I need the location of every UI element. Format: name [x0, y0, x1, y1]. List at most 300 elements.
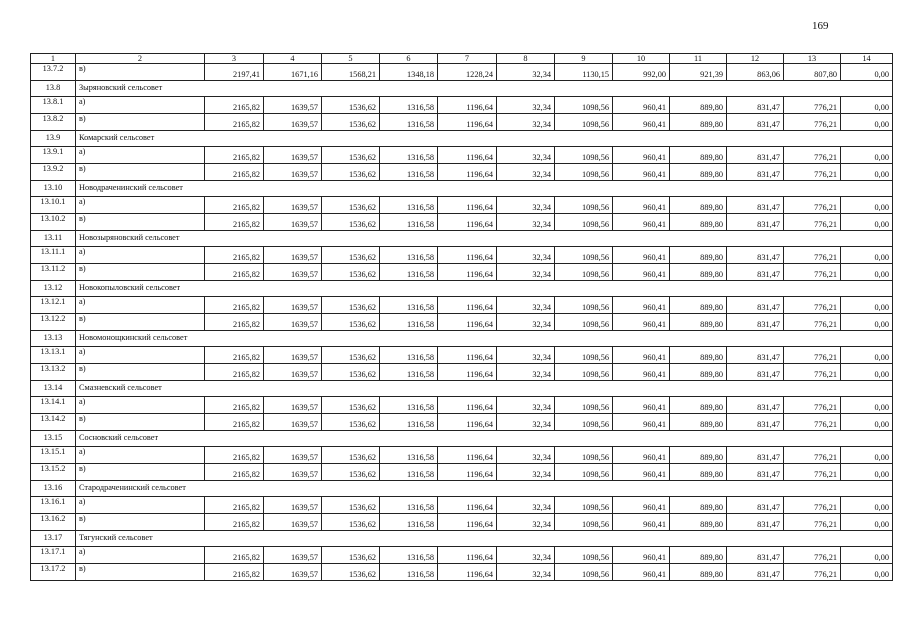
value-cell: 776,21	[784, 197, 841, 214]
row-label: а)	[76, 497, 205, 514]
value-cell: 776,21	[784, 297, 841, 314]
table-row	[31, 247, 893, 264]
value-cell: 889,80	[670, 297, 727, 314]
row-code: 13.14.2	[31, 414, 76, 431]
value-cell: 889,80	[670, 447, 727, 464]
row-code: 13.8.1	[31, 97, 76, 114]
value-cell: 776,21	[784, 414, 841, 431]
section-row	[31, 281, 893, 297]
value-cell: 1196,64	[438, 147, 497, 164]
value-cell: 1098,56	[555, 147, 613, 164]
value-cell: 32,34	[497, 514, 555, 531]
value-cell: 32,34	[497, 364, 555, 381]
value-cell: 960,41	[613, 314, 670, 331]
value-cell: 1098,56	[555, 514, 613, 531]
value-cell: 889,80	[670, 347, 727, 364]
value-cell: 960,41	[613, 464, 670, 481]
value-cell: 2165,82	[205, 214, 264, 231]
value-cell: 0,00	[841, 97, 893, 114]
value-cell: 1639,57	[264, 297, 322, 314]
value-cell: 0,00	[841, 447, 893, 464]
value-cell: 1316,58	[380, 147, 438, 164]
value-cell: 1196,64	[438, 97, 497, 114]
value-cell: 831,47	[727, 364, 784, 381]
value-cell: 0,00	[841, 497, 893, 514]
value-cell: 1639,57	[264, 564, 322, 581]
value-cell: 0,00	[841, 364, 893, 381]
value-cell: 1196,64	[438, 164, 497, 181]
value-cell: 1348,18	[380, 64, 438, 81]
section-row	[31, 131, 893, 147]
column-number-cell: 5	[322, 54, 380, 64]
value-cell: 889,80	[670, 147, 727, 164]
table-body	[31, 54, 893, 581]
row-code: 13.17.1	[31, 547, 76, 564]
value-cell: 1098,56	[555, 497, 613, 514]
value-cell: 2165,82	[205, 414, 264, 431]
value-cell: 0,00	[841, 314, 893, 331]
row-label: в)	[76, 314, 205, 331]
value-cell: 1196,64	[438, 347, 497, 364]
row-label: в)	[76, 214, 205, 231]
section-row	[31, 231, 893, 247]
value-cell: 1639,57	[264, 514, 322, 531]
row-label: а)	[76, 147, 205, 164]
value-cell: 2165,82	[205, 564, 264, 581]
column-number-cell: 3	[205, 54, 264, 64]
value-cell: 0,00	[841, 547, 893, 564]
row-label: в)	[76, 514, 205, 531]
value-cell: 960,41	[613, 447, 670, 464]
table-row	[31, 347, 893, 364]
value-cell: 1196,64	[438, 464, 497, 481]
row-code: 13.9	[31, 131, 76, 147]
value-cell: 0,00	[841, 397, 893, 414]
value-cell: 1316,58	[380, 197, 438, 214]
value-cell: 0,00	[841, 214, 893, 231]
value-cell: 960,41	[613, 364, 670, 381]
value-cell: 889,80	[670, 414, 727, 431]
value-cell: 831,47	[727, 314, 784, 331]
value-cell: 960,41	[613, 564, 670, 581]
value-cell: 32,34	[497, 547, 555, 564]
value-cell: 776,21	[784, 464, 841, 481]
column-number-cell: 11	[670, 54, 727, 64]
value-cell: 2165,82	[205, 464, 264, 481]
value-cell: 2165,82	[205, 164, 264, 181]
value-cell: 0,00	[841, 164, 893, 181]
value-cell: 1536,62	[322, 397, 380, 414]
value-cell: 776,21	[784, 214, 841, 231]
value-cell: 1639,57	[264, 347, 322, 364]
value-cell: 831,47	[727, 114, 784, 131]
value-cell: 2165,82	[205, 397, 264, 414]
row-label: в)	[76, 464, 205, 481]
value-cell: 1536,62	[322, 214, 380, 231]
value-cell: 32,34	[497, 464, 555, 481]
value-cell: 1536,62	[322, 247, 380, 264]
value-cell: 992,00	[613, 64, 670, 81]
value-cell: 2165,82	[205, 197, 264, 214]
row-label: а)	[76, 547, 205, 564]
value-cell: 1098,56	[555, 447, 613, 464]
value-cell: 1098,56	[555, 564, 613, 581]
value-cell: 831,47	[727, 97, 784, 114]
value-cell: 1196,64	[438, 547, 497, 564]
value-cell: 1536,62	[322, 97, 380, 114]
value-cell: 776,21	[784, 547, 841, 564]
value-cell: 32,34	[497, 197, 555, 214]
value-cell: 1639,57	[264, 247, 322, 264]
value-cell: 960,41	[613, 197, 670, 214]
row-code: 13.13.2	[31, 364, 76, 381]
value-cell: 0,00	[841, 147, 893, 164]
section-row	[31, 181, 893, 197]
value-cell: 2197,41	[205, 64, 264, 81]
table-row	[31, 264, 893, 281]
value-cell: 1639,57	[264, 464, 322, 481]
value-cell: 831,47	[727, 147, 784, 164]
value-cell: 1536,62	[322, 264, 380, 281]
value-cell: 1536,62	[322, 447, 380, 464]
value-cell: 889,80	[670, 264, 727, 281]
value-cell: 1639,57	[264, 147, 322, 164]
value-cell: 1639,57	[264, 164, 322, 181]
value-cell: 32,34	[497, 64, 555, 81]
section-row	[31, 381, 893, 397]
section-title: Зыряновский сельсовет	[76, 81, 893, 97]
table-row	[31, 397, 893, 414]
value-cell: 1228,24	[438, 64, 497, 81]
row-label: а)	[76, 97, 205, 114]
value-cell: 1536,62	[322, 464, 380, 481]
value-cell: 776,21	[784, 497, 841, 514]
value-cell: 1196,64	[438, 297, 497, 314]
value-cell: 1098,56	[555, 297, 613, 314]
column-number-cell: 8	[497, 54, 555, 64]
row-code: 13.9.1	[31, 147, 76, 164]
row-code: 13.9.2	[31, 164, 76, 181]
value-cell: 1098,56	[555, 247, 613, 264]
table-row	[31, 447, 893, 464]
table-row	[31, 314, 893, 331]
value-cell: 1536,62	[322, 547, 380, 564]
value-cell: 1639,57	[264, 114, 322, 131]
value-cell: 1196,64	[438, 514, 497, 531]
table-row	[31, 547, 893, 564]
value-cell: 1316,58	[380, 464, 438, 481]
value-cell: 831,47	[727, 164, 784, 181]
table-row	[31, 197, 893, 214]
value-cell: 863,06	[727, 64, 784, 81]
value-cell: 1316,58	[380, 547, 438, 564]
value-cell: 889,80	[670, 464, 727, 481]
value-cell: 0,00	[841, 347, 893, 364]
value-cell: 776,21	[784, 397, 841, 414]
value-cell: 1316,58	[380, 297, 438, 314]
value-cell: 889,80	[670, 97, 727, 114]
value-cell: 831,47	[727, 264, 784, 281]
column-number-cell: 14	[841, 54, 893, 64]
tariff-table	[30, 53, 893, 581]
section-row	[31, 481, 893, 497]
value-cell: 921,39	[670, 64, 727, 81]
value-cell: 776,21	[784, 314, 841, 331]
value-cell: 889,80	[670, 164, 727, 181]
value-cell: 889,80	[670, 214, 727, 231]
value-cell: 0,00	[841, 464, 893, 481]
row-code: 13.11.1	[31, 247, 76, 264]
value-cell: 1098,56	[555, 364, 613, 381]
table-row	[31, 514, 893, 531]
value-cell: 1639,57	[264, 414, 322, 431]
value-cell: 776,21	[784, 247, 841, 264]
value-cell: 1536,62	[322, 197, 380, 214]
value-cell: 32,34	[497, 214, 555, 231]
row-label: в)	[76, 414, 205, 431]
value-cell: 1196,64	[438, 247, 497, 264]
section-title: Тягунский сельсовет	[76, 531, 893, 547]
value-cell: 1639,57	[264, 547, 322, 564]
row-code: 13.7.2	[31, 64, 76, 81]
value-cell: 0,00	[841, 264, 893, 281]
row-label: а)	[76, 347, 205, 364]
table-row	[31, 364, 893, 381]
section-title: Новозыряновский сельсовет	[76, 231, 893, 247]
value-cell: 0,00	[841, 114, 893, 131]
table-row	[31, 114, 893, 131]
value-cell: 32,34	[497, 264, 555, 281]
column-number-cell: 7	[438, 54, 497, 64]
row-code: 13.15	[31, 431, 76, 447]
value-cell: 960,41	[613, 264, 670, 281]
value-cell: 2165,82	[205, 347, 264, 364]
value-cell: 2165,82	[205, 447, 264, 464]
value-cell: 1536,62	[322, 297, 380, 314]
value-cell: 2165,82	[205, 547, 264, 564]
value-cell: 1568,21	[322, 64, 380, 81]
value-cell: 1536,62	[322, 514, 380, 531]
value-cell: 32,34	[497, 347, 555, 364]
column-number-cell: 1	[31, 54, 76, 64]
row-label: в)	[76, 114, 205, 131]
column-number-header-row	[31, 54, 893, 64]
value-cell: 831,47	[727, 414, 784, 431]
value-cell: 960,41	[613, 247, 670, 264]
value-cell: 0,00	[841, 297, 893, 314]
row-code: 13.12.2	[31, 314, 76, 331]
value-cell: 1639,57	[264, 264, 322, 281]
row-label: а)	[76, 197, 205, 214]
value-cell: 32,34	[497, 147, 555, 164]
value-cell: 960,41	[613, 214, 670, 231]
section-title: Новомонощкинский сельсовет	[76, 331, 893, 347]
value-cell: 32,34	[497, 297, 555, 314]
value-cell: 0,00	[841, 514, 893, 531]
value-cell: 1316,58	[380, 247, 438, 264]
value-cell: 1098,56	[555, 414, 613, 431]
value-cell: 32,34	[497, 247, 555, 264]
value-cell: 32,34	[497, 164, 555, 181]
column-number-cell: 2	[76, 54, 205, 64]
value-cell: 831,47	[727, 397, 784, 414]
value-cell: 831,47	[727, 197, 784, 214]
value-cell: 831,47	[727, 247, 784, 264]
value-cell: 1639,57	[264, 364, 322, 381]
row-code: 13.13.1	[31, 347, 76, 364]
value-cell: 1536,62	[322, 314, 380, 331]
value-cell: 960,41	[613, 414, 670, 431]
row-code: 13.10.1	[31, 197, 76, 214]
section-title: Новодраченинский сельсовет	[76, 181, 893, 197]
value-cell: 0,00	[841, 64, 893, 81]
value-cell: 831,47	[727, 447, 784, 464]
value-cell: 831,47	[727, 497, 784, 514]
value-cell: 1098,56	[555, 547, 613, 564]
value-cell: 1316,58	[380, 447, 438, 464]
value-cell: 960,41	[613, 547, 670, 564]
table-row	[31, 414, 893, 431]
value-cell: 32,34	[497, 97, 555, 114]
row-code: 13.16.1	[31, 497, 76, 514]
table-row	[31, 214, 893, 231]
value-cell: 1098,56	[555, 347, 613, 364]
value-cell: 1196,64	[438, 197, 497, 214]
value-cell: 2165,82	[205, 264, 264, 281]
column-number-cell: 4	[264, 54, 322, 64]
value-cell: 960,41	[613, 97, 670, 114]
value-cell: 2165,82	[205, 314, 264, 331]
row-code: 13.16.2	[31, 514, 76, 531]
value-cell: 1196,64	[438, 497, 497, 514]
value-cell: 960,41	[613, 397, 670, 414]
value-cell: 960,41	[613, 114, 670, 131]
column-number-cell: 13	[784, 54, 841, 64]
section-title: Новокопыловский сельсовет	[76, 281, 893, 297]
value-cell: 1316,58	[380, 164, 438, 181]
value-cell: 1639,57	[264, 197, 322, 214]
value-cell: 1098,56	[555, 214, 613, 231]
value-cell: 1316,58	[380, 564, 438, 581]
value-cell: 1536,62	[322, 497, 380, 514]
value-cell: 1536,62	[322, 347, 380, 364]
value-cell: 1098,56	[555, 397, 613, 414]
value-cell: 32,34	[497, 447, 555, 464]
value-cell: 1316,58	[380, 314, 438, 331]
row-label: а)	[76, 397, 205, 414]
value-cell: 807,80	[784, 64, 841, 81]
value-cell: 1098,56	[555, 264, 613, 281]
row-code: 13.15.1	[31, 447, 76, 464]
value-cell: 1196,64	[438, 214, 497, 231]
value-cell: 1536,62	[322, 114, 380, 131]
table-row	[31, 64, 893, 81]
value-cell: 1196,64	[438, 314, 497, 331]
value-cell: 1536,62	[322, 564, 380, 581]
value-cell: 1098,56	[555, 164, 613, 181]
value-cell: 0,00	[841, 247, 893, 264]
row-code: 13.14	[31, 381, 76, 397]
value-cell: 1639,57	[264, 97, 322, 114]
section-row	[31, 331, 893, 347]
row-code: 13.10	[31, 181, 76, 197]
value-cell: 2165,82	[205, 297, 264, 314]
section-title: Смазневский сельсовет	[76, 381, 893, 397]
value-cell: 1098,56	[555, 464, 613, 481]
value-cell: 1098,56	[555, 314, 613, 331]
row-code: 13.17	[31, 531, 76, 547]
value-cell: 1536,62	[322, 414, 380, 431]
value-cell: 2165,82	[205, 247, 264, 264]
value-cell: 1316,58	[380, 214, 438, 231]
value-cell: 1639,57	[264, 497, 322, 514]
column-number-cell: 12	[727, 54, 784, 64]
value-cell: 889,80	[670, 497, 727, 514]
row-code: 13.17.2	[31, 564, 76, 581]
value-cell: 32,34	[497, 564, 555, 581]
page-number: 169	[812, 20, 829, 32]
table-row	[31, 497, 893, 514]
value-cell: 776,21	[784, 447, 841, 464]
table-row	[31, 464, 893, 481]
value-cell: 831,47	[727, 347, 784, 364]
value-cell: 32,34	[497, 397, 555, 414]
value-cell: 831,47	[727, 214, 784, 231]
value-cell: 1196,64	[438, 414, 497, 431]
value-cell: 776,21	[784, 164, 841, 181]
value-cell: 1536,62	[322, 164, 380, 181]
row-code: 13.10.2	[31, 214, 76, 231]
value-cell: 831,47	[727, 547, 784, 564]
value-cell: 831,47	[727, 464, 784, 481]
value-cell: 776,21	[784, 514, 841, 531]
value-cell: 776,21	[784, 147, 841, 164]
row-code: 13.16	[31, 481, 76, 497]
value-cell: 1316,58	[380, 347, 438, 364]
value-cell: 2165,82	[205, 97, 264, 114]
section-title: Сосновский сельсовет	[76, 431, 893, 447]
value-cell: 831,47	[727, 564, 784, 581]
row-code: 13.8.2	[31, 114, 76, 131]
section-title: Комарский сельсовет	[76, 131, 893, 147]
value-cell: 960,41	[613, 147, 670, 164]
value-cell: 1316,58	[380, 364, 438, 381]
value-cell: 1316,58	[380, 497, 438, 514]
value-cell: 1639,57	[264, 397, 322, 414]
value-cell: 1098,56	[555, 114, 613, 131]
section-row	[31, 431, 893, 447]
row-code: 13.11.2	[31, 264, 76, 281]
value-cell: 1316,58	[380, 514, 438, 531]
value-cell: 32,34	[497, 414, 555, 431]
value-cell: 1639,57	[264, 447, 322, 464]
value-cell: 776,21	[784, 364, 841, 381]
value-cell: 1316,58	[380, 397, 438, 414]
value-cell: 1671,16	[264, 64, 322, 81]
value-cell: 960,41	[613, 347, 670, 364]
value-cell: 776,21	[784, 97, 841, 114]
row-label: а)	[76, 247, 205, 264]
value-cell: 889,80	[670, 314, 727, 331]
value-cell: 0,00	[841, 564, 893, 581]
row-code: 13.14.1	[31, 397, 76, 414]
row-code: 13.8	[31, 81, 76, 97]
value-cell: 889,80	[670, 197, 727, 214]
row-code: 13.12.1	[31, 297, 76, 314]
value-cell: 1316,58	[380, 97, 438, 114]
value-cell: 1196,64	[438, 264, 497, 281]
value-cell: 32,34	[497, 114, 555, 131]
